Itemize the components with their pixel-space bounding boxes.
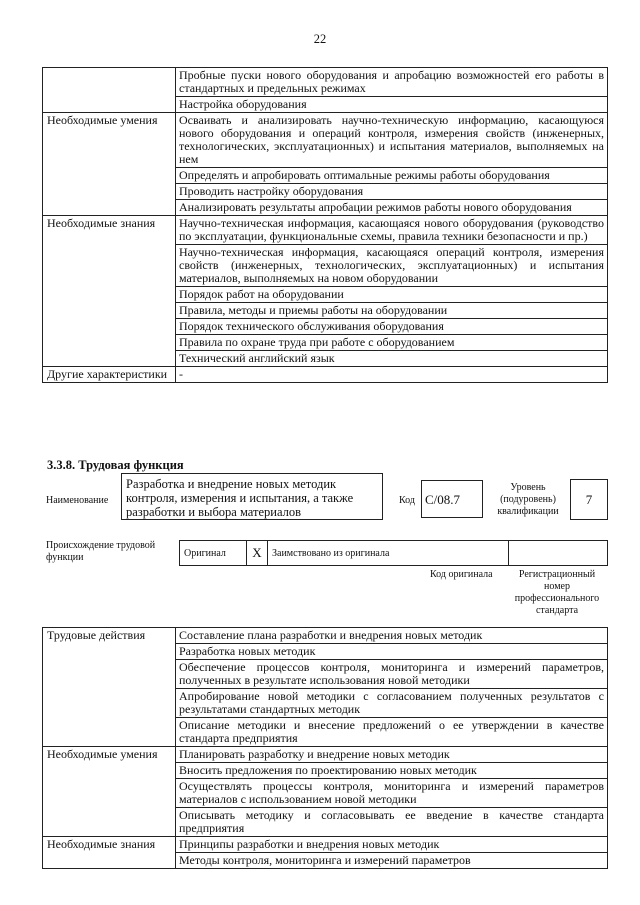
function-name-box: Разработка и внедрение новых методик контроля, измерения и испытания, а также разработки и выбора материалов bbox=[121, 473, 383, 520]
row-item: Описание методики и внесение предложений о ее утверждении в качестве стандарта предприятия bbox=[176, 718, 608, 747]
row-item: Проводить настройку оборудования bbox=[176, 184, 608, 200]
row-item: Составление плана разработки и внедрения новых методик bbox=[176, 628, 608, 644]
requirements-table-top bbox=[42, 67, 608, 383]
row-item: Технический английский язык bbox=[176, 351, 608, 367]
row-item: Настройка оборудования bbox=[176, 97, 608, 113]
code-label: Код bbox=[399, 495, 415, 506]
qualification-level-box: 7 bbox=[570, 479, 608, 520]
name-label: Наименование bbox=[46, 495, 109, 506]
table-row bbox=[43, 747, 608, 763]
row-item: Апробирование новой методики с согласованием полученных результатов с результатами стандартных методик bbox=[176, 689, 608, 718]
row-item: Правила, методы и приемы работы на оборудовании bbox=[176, 303, 608, 319]
row-item: - bbox=[176, 367, 608, 383]
table-row bbox=[43, 367, 608, 383]
row-item: Определять и апробировать оптимальные режимы работы оборудования bbox=[176, 168, 608, 184]
row-item: Анализировать результаты апробации режимов работы нового оборудования bbox=[176, 200, 608, 216]
row-item: Описывать методику и согласовывать ее введение в качестве стандарта предприятия bbox=[176, 808, 608, 837]
row-item: Разработка новых методик bbox=[176, 644, 608, 660]
row-item: Порядок работ на оборудовании bbox=[176, 287, 608, 303]
row-item: Осваивать и анализировать научно-техническую информацию, касающуюся нового оборудования и операций контроля, измерения свойств (инженерных, технологических, эксплуатационных) и испытания материалов, выполняемых на нем bbox=[176, 113, 608, 168]
table-row bbox=[43, 216, 608, 245]
row-item: Порядок технического обслуживания оборудования bbox=[176, 319, 608, 335]
row-item: Планировать разработку и внедрение новых методик bbox=[176, 747, 608, 763]
function-code-box: C/08.7 bbox=[421, 480, 483, 518]
table-row bbox=[43, 628, 608, 644]
origin-code-cell bbox=[509, 541, 608, 566]
origin-mark-cell: X bbox=[247, 541, 268, 566]
row-item: Принципы разработки и внедрения новых методик bbox=[176, 837, 608, 853]
row-label: Необходимые знания bbox=[43, 837, 176, 869]
row-item: Пробные пуски нового оборудования и апробацию возможностей его работы в стандартных и предельных режимах bbox=[176, 68, 608, 97]
origin-registration-caption: Регистрационный номер профессионального стандарта bbox=[514, 569, 600, 616]
row-item: Вносить предложения по проектированию новых методик bbox=[176, 763, 608, 779]
origin-original-cell: Оригинал bbox=[180, 541, 247, 566]
row-label: Необходимые умения bbox=[43, 113, 176, 216]
table-row bbox=[43, 68, 608, 97]
origin-label: Происхождение трудовой функции bbox=[46, 540, 156, 563]
page-number: 22 bbox=[313, 32, 327, 46]
origin-table bbox=[179, 540, 608, 566]
row-item: Правила по охране труда при работе с оборудованием bbox=[176, 335, 608, 351]
row-label: Другие характеристики bbox=[43, 367, 176, 383]
origin-code-caption: Код оригинала bbox=[430, 569, 493, 580]
row-item: Научно-техническая информация, касающаяся нового оборудования (руководство по эксплуатации, функциональные схемы, правила техники безопасности и пр.) bbox=[176, 216, 608, 245]
requirements-table-bottom bbox=[42, 627, 608, 869]
table-row bbox=[43, 837, 608, 853]
row-item: Осуществлять процессы контроля, мониторинга и измерений параметров материалов с использованием новой методики bbox=[176, 779, 608, 808]
row-item: Научно-техническая информация, касающаяся операций контроля, измерения свойств (инженерных, технологических, эксплуатационных) и испытания материалов, выполняемых на новом оборудовании bbox=[176, 245, 608, 287]
section-heading: 3.3.8. Трудовая функция bbox=[47, 458, 184, 472]
row-label: Необходимые умения bbox=[43, 747, 176, 837]
origin-borrowed-cell: Заимствовано из оригинала bbox=[268, 541, 509, 566]
row-label: Необходимые знания bbox=[43, 216, 176, 367]
row-item: Методы контроля, мониторинга и измерений параметров bbox=[176, 853, 608, 869]
row-label: Трудовые действия bbox=[43, 628, 176, 747]
qualification-level-label: Уровень (подуровень) квалификации bbox=[497, 482, 559, 517]
row-label bbox=[43, 68, 176, 113]
table-row bbox=[43, 113, 608, 168]
row-item: Обеспечение процессов контроля, мониторинга и измерений параметров, полученных в результате использования новой методики bbox=[176, 660, 608, 689]
